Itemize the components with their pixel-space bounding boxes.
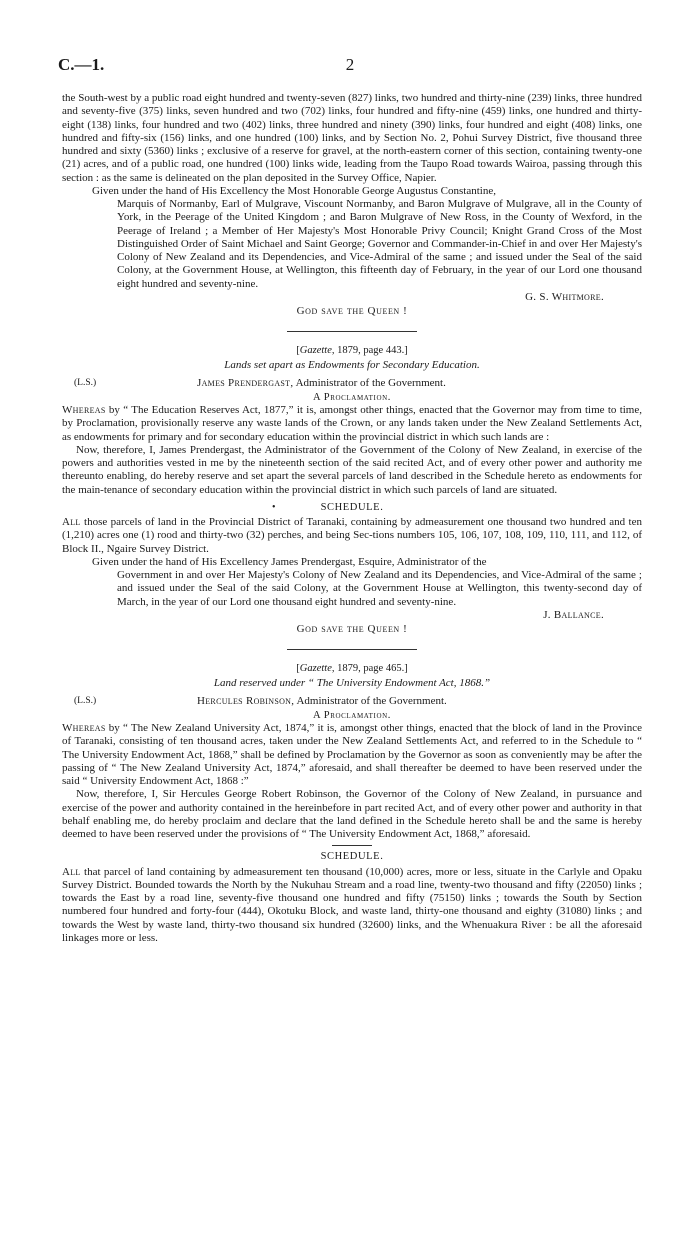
proclamation-label: A Proclamation. (312, 391, 392, 403)
god-save-the-queen: God save the Queen ! (296, 305, 408, 317)
university-endowment-proclamation (62, 662, 642, 945)
all-word: All (62, 516, 81, 528)
whereas-paragraph: Whereas by “ The Education Reserves Act, 1877,” it is, amongst other things, enacted that the Governor may from time to time, by Proclamation, provisionally reserve any waste lands of the Crown, or any lands taken under the New Zealand Settlements Act, as endowments for primary and for secondary education within the provincial district in which such lands are : (62, 404, 642, 443)
whereas-word: Whereas (62, 404, 106, 416)
whereas-word: Whereas (62, 722, 106, 734)
god-save-the-queen: God save the Queen ! (296, 623, 408, 635)
whereas-paragraph: Whereas by “ The New Zealand University Act, 1874,” it is, amongst other things, enacted that the block of land in the Province of Taranaki, consisting of ten thousand acres, taken under the New Zealand Settlements Act, and referred to in the Schedule to “ The University Endowment Act, 1868,” shall be defined by Proclamation by the Governor as soon as conveniently may be after the passing of “ The New Zealand University Act, 1874,” aforesaid, and shall thereafter be deemed to have been reserved under the said “ University Endowment Act, 1868 :” (62, 722, 642, 787)
gazette-label: Gazette, (299, 345, 335, 357)
schedule-paragraph: All that parcel of land containing by admeasurement ten thousand (10,000) acres, more or less, situate in the Carlyle and Opaku Survey District. Bounded towards the North by the Nukuhau Stream and a road line, twenty-two thousand and fifty (22050) links ; towards the East by a road line, seventy-five thousand one hundred and fifty (75150) links ; towards the South by Section numbered four hundred and forty-four (444), Okotuku Block, and waste land, thirty-one thousand and eighty (31080) links ; and towards the West by waste land, thirty-two thousand six hundred (32600) links, and the Whenuakura River : be all the aforesaid linkages more or less. (62, 865, 642, 944)
now-therefore-paragraph: Now, therefore, I, Sir Hercules George Robert Robinson, the Governor of the Colony of New Zealand, in pursuance and exercise of the power and authority contained in the hereinbefore in part recited Act, and of every other power and authority in that behalf enabling me, do hereby proclaim and declare that the land defined in the Schedule hereto shall be and the same is hereby deemed to have been reserved under the provisions of “ The University Endowment Act, 1868,” aforesaid. (62, 788, 642, 840)
administrator-title: Administrator of the Government. (294, 694, 447, 707)
given-under-hand (92, 185, 642, 198)
schedule-heading: SCHEDULE. (320, 851, 384, 863)
seal-mark: (L.S.) (74, 377, 97, 388)
all-word: All (62, 865, 81, 878)
schedule-heading: SCHEDULE. (320, 501, 384, 513)
given-under-hand: Given under the hand of His Excellency James Prendergast, Esquire, Administrator of the (92, 555, 487, 568)
administrator-title: Administrator of the Government. (293, 376, 446, 389)
continued-paragraph: the South-west by a public road eight hundred and twenty-seven (827) links, two hundred and thirty-nine (239) links, three hundred and seventy-five (375) links, seven hundred and two (702) links, four hundred and fifty-nine (459) links, one hundred and thirty-eight (138) links, four hundred and two (402) links, three hundred and ninety (390) links, four hundred and eight (408) links, one hundred and fifty-six (156) links, and one hundred (100) links, and by Section No. 2, Pohui Survey District, five thousand three hundred and sixty (5360) links ; exclusive of a reserve for gravel, at the north-eastern corner of this section, containing twenty-one (21) acres, and of a public road, one hundred (100) links wide, leading from the Taupo Road towards Wairoa, passing through this section : as the same is delineated on the plan deposited in the Survey Office, Napier. (62, 92, 642, 184)
signature: J. Ballance. (543, 608, 604, 621)
gazette-ref: 1879, page 443. (334, 345, 405, 357)
section-divider (287, 331, 417, 332)
schedule-paragraph: All those parcels of land in the Provincial District of Taranaki, containing by admeasurement one thousand two hundred and ten (1,210) acres one (1) rood and thirty-two (32) perches, and being Sec-tions numbers 105, 106, 107, 108, 109, 110, 111, and 112, of Block II., Ngaire Survey District. (62, 516, 642, 555)
gazette-label: Gazette, (299, 663, 335, 675)
document-code: C.—1. (58, 55, 105, 74)
seal-mark: (L.S.) (74, 695, 97, 706)
administrator-name: Hercules Robinson, (197, 694, 295, 707)
proclamation-heading: Lands set apart as Endowments for Secondary Education. (224, 358, 480, 371)
page-content (62, 92, 642, 945)
section-divider (287, 649, 417, 650)
page-number: 2 (345, 55, 355, 74)
normanby-proclamation-end (62, 92, 642, 318)
given-under-hand-rest: Marquis of Normanby, Earl of Mulgrave, Viscount Normanby, and Baron Mulgrave of Mulgrave, all in the County of York, in the Peerage of the United Kingdom ; and Baron Mulgrave of New Ross, in the County of Wexford, in the Peerage of Ireland ; a Member of Her Majesty's Most Honorable Privy Council; Knight Grand Cross of the Most Distinguished Order of Saint Michael and Saint George; Governor and Commander-in-Chief in and over Her Majesty's Colony of New Zealand and its Dependencies, and Vice-Admiral of the same ; and issued under the Seal of the said Colony, at the Government House, at Wellington, this fifteenth day of February, in the year of our Lord one thousand eight hundred and seventy-nine. (117, 198, 642, 290)
given-first-line: Given under the hand of His Excellency the Most Honorable George Augustus Constantine, (92, 184, 496, 197)
gazette-ref: 1879, page 465. (334, 663, 405, 675)
gazette-reference: [Gazette, 1879, page 465.] (296, 663, 408, 675)
secondary-education-proclamation (62, 344, 642, 636)
given-under-hand-rest: Government in and over Her Majesty's Colony of New Zealand and its Dependencies, and Vice-Admiral of the same ; and issued under the Seal of the said Colony, at the Government House at Wellington, this twenty-second day of March, in the year of our Lord one thousand eight hundred and seventy-nine. (117, 569, 642, 608)
proclamation-label: A Proclamation. (312, 709, 392, 721)
administrator-name: James Prendergast, (197, 376, 294, 389)
gazette-reference: [Gazette, 1879, page 443.] (296, 345, 408, 357)
stray-dot: • (272, 501, 276, 513)
page-header (58, 55, 642, 77)
administrator-line (62, 377, 642, 391)
administrator-line (62, 695, 642, 709)
signature: G. S. Whitmore. (525, 290, 604, 303)
proclamation-heading: Land reserved under “ The University Endowment Act, 1868.” (213, 676, 491, 689)
schedule-divider (332, 845, 372, 846)
now-therefore-paragraph: Now, therefore, I, James Prendergast, the Administrator of the Government of the Colony of New Zealand, in exercise of the powers and authorities vested in me by the nineteenth section of the said recited Act, and of every other power and authority me thereunto enabling, do hereby reserve and set apart the several parcels of land described in the Schedule hereto as endowments for the main-tenance of secondary education within the provincial district in which such parcels of land are situated. (62, 443, 642, 496)
